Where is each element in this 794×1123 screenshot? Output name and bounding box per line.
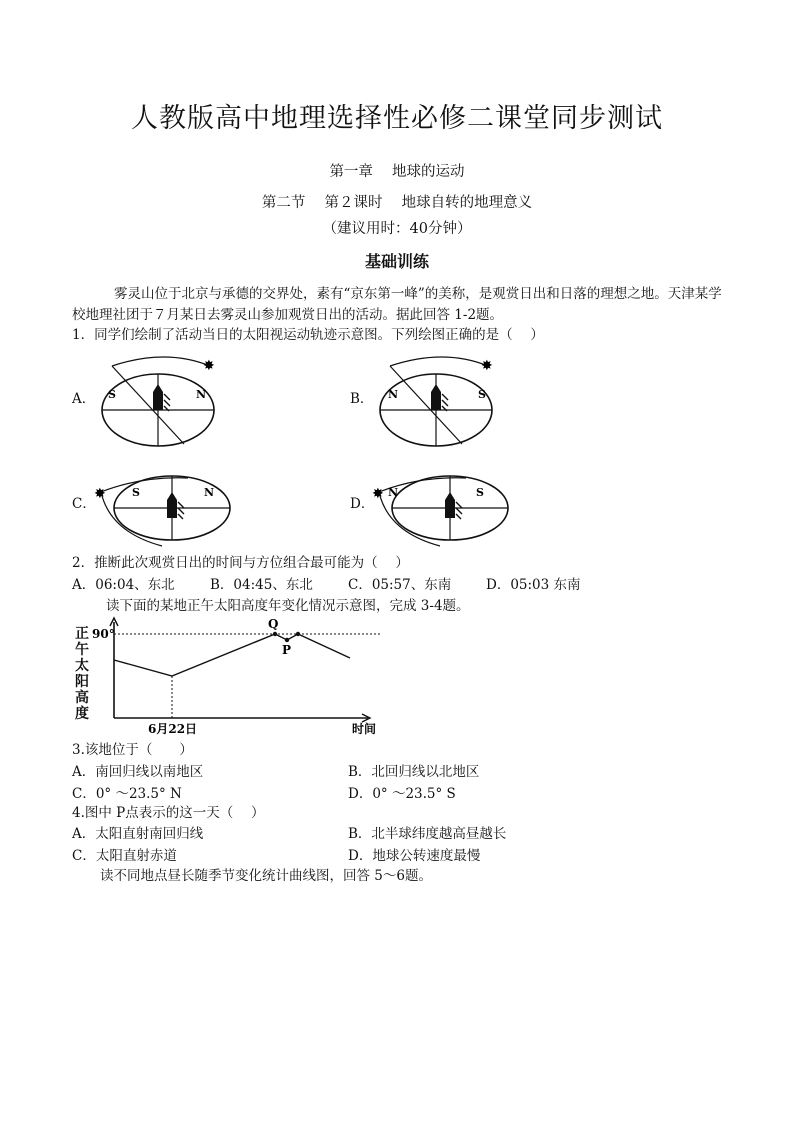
- q1-diagram-b: [374, 348, 514, 452]
- point-q-label: Q: [268, 617, 279, 631]
- person-icon: [167, 492, 177, 518]
- svg-text:S: S: [108, 388, 116, 401]
- q4-option-c: C．太阳直射赤道: [72, 848, 177, 864]
- graph-intro: 读下面的某地正午太阳高度年变化情况示意图，完成 3-4题。: [106, 598, 470, 614]
- time-hint: （建议用时：40分钟）: [322, 221, 472, 237]
- q2-option-d: D．05:03 东南: [486, 577, 581, 593]
- graph-x-label: 时间: [352, 722, 377, 736]
- sun-icon: ✸: [372, 486, 384, 502]
- q3-option-b: B．北回归线以北地区: [348, 764, 480, 780]
- q2-stem: 2．推断此次观赏日出的时间与方位组合最可能为（ ）: [72, 555, 409, 571]
- practice-heading: 基础训练: [364, 252, 429, 271]
- q4-stem: 4.图中 P点表示的这一天（ ）: [72, 805, 265, 821]
- page-title: 人教版高中地理选择性必修二课堂同步测试: [131, 103, 663, 134]
- sun-icon: ✸: [481, 358, 493, 374]
- q1-diagram-c: [92, 470, 242, 554]
- q1-option-d-label: D．: [350, 496, 375, 512]
- q1-option-a-label: A．: [72, 391, 96, 407]
- q4-option-a: A．太阳直射南回归线: [72, 826, 204, 842]
- q2-option-b: B．04:45、东北: [210, 577, 313, 593]
- chapter-heading: 第一章 地球的运动: [329, 164, 465, 180]
- q4-option-b: B．北半球纬度越高昼越长: [348, 826, 507, 842]
- q2-option-c: C．05:57、东南: [348, 577, 452, 593]
- svg-text:S: S: [478, 388, 486, 401]
- q4-option-d: D．地球公转速度最慢: [348, 848, 481, 864]
- q1-diagram-d: [370, 470, 520, 554]
- q1-diagram-a: [96, 348, 236, 452]
- graph-y-tick: 90°: [92, 627, 115, 641]
- svg-text:S: S: [476, 486, 484, 499]
- graph-y-label: 正午太阳高度: [75, 626, 89, 722]
- person-icon: [153, 384, 163, 410]
- person-icon: [431, 384, 441, 410]
- point-p-marker: [285, 638, 289, 642]
- q3-option-d: D．0° ～23.5° S: [348, 786, 456, 802]
- svg-text:N: N: [388, 388, 399, 401]
- solar-altitude-graph: [72, 614, 392, 738]
- q1-stem: 1．同学们绘制了活动当日的太阳视运动轨迹示意图。下列绘图正确的是（ ）: [72, 327, 544, 343]
- q1-option-c-label: C．: [72, 496, 96, 512]
- q2-option-a: A．06:04、东北: [72, 577, 175, 593]
- q3-stem: 3.该地位于（ ）: [72, 742, 193, 758]
- svg-text:S: S: [132, 486, 140, 499]
- sun-icon: ✸: [203, 358, 215, 374]
- q1-option-b-label: B．: [350, 391, 374, 407]
- section-heading: 第二节 第２课时 地球自转的地理意义: [261, 195, 533, 211]
- closing-paragraph: 读不同地点昼长随季节变化统计曲线图，回答 5～6题。: [100, 868, 432, 884]
- graph-x-tick: 6月22日: [148, 722, 198, 736]
- sun-icon: ✸: [94, 486, 106, 502]
- person-icon: [445, 492, 455, 518]
- point-p-label: P: [282, 643, 292, 657]
- q3-option-c: C．0° ～23.5° N: [72, 786, 182, 802]
- intro-paragraph: 雾灵山位于北京与承德的交界处，素有“京东第一峰”的美称，是观赏日出和日落的理想之地。天津某学校地理社团于７月某日去雾灵山参加观赏日出的活动。据此回答 1-2题。: [72, 286, 722, 323]
- point-q-marker: [273, 632, 277, 636]
- svg-text:N: N: [388, 486, 399, 499]
- svg-text:N: N: [204, 486, 215, 499]
- svg-text:N: N: [196, 388, 207, 401]
- q3-option-a: A．南回归线以南地区: [72, 764, 204, 780]
